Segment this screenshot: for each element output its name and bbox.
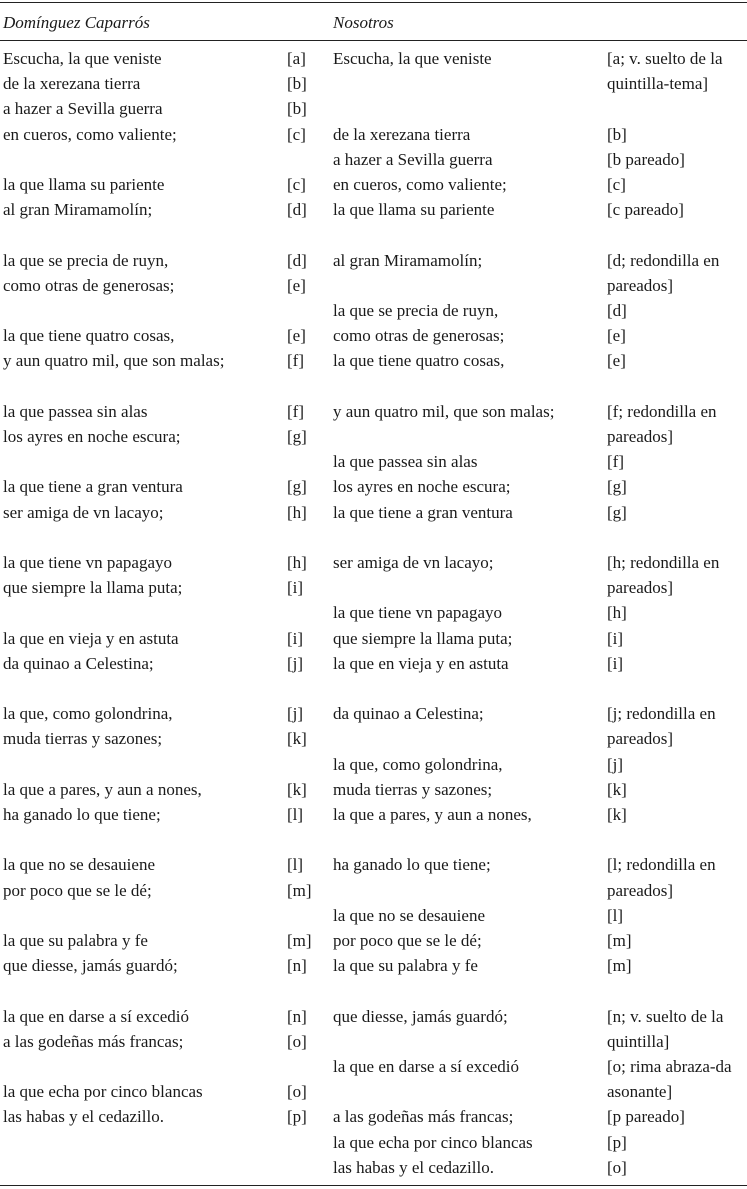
verse-line: muda tierras y sazones;: [3, 729, 163, 749]
verse-line: la que en vieja y en astuta: [3, 628, 179, 648]
verse-line: la que tiene quatro cosas,: [3, 326, 175, 346]
rhyme-tag: [e]: [287, 275, 306, 295]
verse-line: al gran Miramamolín;: [3, 200, 153, 220]
top-rule: [0, 2, 747, 3]
verse-line: a las godeñas más francas;: [3, 1031, 184, 1051]
rhyme-tag: [o]: [287, 1082, 307, 1102]
rhyme-tag: [k]: [607, 805, 627, 824]
verse-line: en cueros, como valiente;: [3, 124, 177, 144]
rhyme-tag: [j; redondilla en pareados]: [607, 704, 716, 749]
verse-line: la que en darse a sí excedió: [3, 1006, 189, 1026]
rhyme-tag: [f]: [287, 351, 304, 371]
verse-line: la que no se desauiene: [333, 905, 485, 925]
verse-line: los ayres en noche escura;: [3, 427, 181, 446]
rhyme-tag: [k]: [607, 779, 627, 799]
verse-line: la que, como golondrina,: [333, 754, 503, 774]
rhyme-tag: [h]: [287, 553, 307, 572]
rhyme-tag: [n]: [287, 1006, 307, 1026]
rhyme-tag: [g]: [607, 477, 627, 497]
rhyme-tag: [f]: [287, 401, 304, 421]
verse-line: la que en vieja y en astuta: [333, 653, 509, 673]
rhyme-tag: [f; redondilla en pareados]: [607, 401, 717, 446]
verse-line: la que llama su pariente: [3, 175, 165, 194]
verse-line: la que passea sin alas: [333, 452, 478, 472]
rhyme-tag: [l]: [607, 905, 624, 925]
verse-line: las habas y el cedazillo.: [3, 1107, 164, 1127]
verse-line: la que echa por cinco blancas: [3, 1082, 203, 1102]
verse-line: que siempre la llama puta;: [3, 578, 183, 598]
rhyme-tag: [c]: [287, 124, 306, 144]
rhyme-tag: [b]: [607, 124, 627, 144]
rhyme-tag: [c]: [287, 175, 306, 194]
verse-line: como otras de generosas;: [3, 275, 175, 295]
rhyme-tag: [p pareado]: [607, 1107, 685, 1127]
rhyme-tag: [f]: [607, 452, 624, 472]
rhyme-tag: [m]: [287, 931, 312, 950]
verse-line: la que passea sin alas: [3, 401, 148, 421]
verse-line: a hazer a Sevilla guerra: [333, 149, 493, 169]
rhyme-tag: [e]: [607, 326, 626, 346]
rhyme-tag: [d]: [607, 301, 627, 320]
verse-line: y aun quatro mil, que son malas;: [3, 351, 225, 371]
rhyme-tag: [l; redondilla en pareados]: [607, 855, 716, 900]
rhyme-tag: [j]: [287, 704, 304, 724]
rhyme-tag: [i]: [607, 653, 624, 673]
verse-line: a las godeñas más francas;: [333, 1107, 514, 1127]
header-rule: [0, 40, 747, 41]
rhyme-tag: [a; v. suelto de la quintilla-tema]: [607, 49, 723, 94]
rhyme-tag: [j]: [607, 754, 624, 774]
rhyme-tag: [i]: [607, 628, 624, 648]
verse-line: las habas y el cedazillo.: [333, 1157, 494, 1177]
rhyme-tag: [i]: [287, 578, 304, 598]
rhyme-tag: [g]: [287, 477, 307, 497]
verse-line: la que llama su pariente: [333, 200, 495, 220]
rhyme-tag: [h]: [607, 603, 627, 623]
verse-line: da quinao a Celestina;: [3, 653, 154, 673]
rhyme-tag: [k]: [287, 729, 307, 749]
rhyme-tag: [j]: [287, 653, 304, 673]
rhyme-tag: [l]: [287, 855, 304, 875]
verse-line: la que su palabra y fe: [333, 956, 478, 976]
verse-line: por poco que se le dé;: [333, 931, 482, 950]
header-right: Nosotros: [333, 13, 394, 32]
rhyme-tag: [o; rima abraza-da asonante]: [607, 1057, 732, 1102]
rhyme-tag: [l]: [287, 805, 304, 824]
verse-line: ser amiga de vn lacayo;: [3, 502, 164, 522]
verse-line: ha ganado lo que tiene;: [333, 855, 491, 875]
verse-line: que diesse, jamás guardó;: [3, 956, 178, 976]
rhyme-tag: [e]: [287, 326, 306, 346]
rhyme-tag: [m]: [607, 956, 632, 976]
verse-line: por poco que se le dé;: [3, 880, 152, 900]
bottom-rule: [0, 1185, 747, 1186]
rhyme-tag: [a]: [287, 49, 306, 68]
verse-line: ha ganado lo que tiene;: [3, 805, 161, 824]
verse-line: muda tierras y sazones;: [333, 779, 493, 799]
rhyme-tag: [b pareado]: [607, 149, 685, 169]
verse-line: ser amiga de vn lacayo;: [333, 553, 494, 572]
rhyme-tag: [b]: [287, 74, 307, 94]
rhyme-tag: [d]: [287, 250, 307, 270]
verse-line: en cueros, como valiente;: [333, 175, 507, 194]
verse-line: a hazer a Sevilla guerra: [3, 99, 163, 119]
verse-line: y aun quatro mil, que son malas;: [333, 401, 555, 421]
rhyme-tag: [c]: [607, 175, 626, 194]
verse-line: la que tiene vn papagayo: [333, 603, 502, 623]
rhyme-tag: [d; redondilla en pareados]: [607, 250, 720, 295]
verse-line: que diesse, jamás guardó;: [333, 1006, 508, 1026]
rhyme-tag: [b]: [287, 99, 307, 119]
rhyme-tag: [o]: [287, 1031, 307, 1051]
verse-line: la que tiene a gran ventura: [3, 477, 183, 497]
rhyme-tag: [g]: [287, 427, 307, 446]
rhyme-tag: [p]: [287, 1107, 307, 1127]
header-left: Domínguez Caparrós: [3, 13, 150, 32]
verse-line: la que no se desauiene: [3, 855, 155, 875]
rhyme-tag: [g]: [607, 502, 627, 522]
rhyme-tag: [c pareado]: [607, 200, 684, 220]
verse-line: da quinao a Celestina;: [333, 704, 484, 724]
verse-line: Escucha, la que veniste: [333, 49, 492, 68]
verse-line: la que se precia de ruyn,: [333, 301, 499, 320]
rhyme-tag: [d]: [287, 200, 307, 220]
verse-line: que siempre la llama puta;: [333, 628, 513, 648]
rhyme-tag: [m]: [607, 931, 632, 950]
rhyme-tag: [i]: [287, 628, 304, 648]
rhyme-tag: [e]: [607, 351, 626, 371]
verse-line: la que a pares, y aun a nones,: [333, 805, 532, 824]
verse-line: la que tiene quatro cosas,: [333, 351, 505, 371]
verse-line: la que tiene a gran ventura: [333, 502, 513, 522]
verse-line: los ayres en noche escura;: [333, 477, 511, 497]
rhyme-tag: [h]: [287, 502, 307, 522]
rhyme-tag: [m]: [287, 880, 312, 900]
verse-line: la que, como golondrina,: [3, 704, 173, 724]
verse-line: la que se precia de ruyn,: [3, 250, 169, 270]
verse-line: la que tiene vn papagayo: [3, 553, 172, 572]
verse-line: la que a pares, y aun a nones,: [3, 779, 202, 799]
rhyme-tag: [o]: [607, 1157, 627, 1177]
verse-line: la que echa por cinco blancas: [333, 1132, 533, 1152]
verse-line: al gran Miramamolín;: [333, 250, 483, 270]
verse-line: la que su palabra y fe: [3, 931, 148, 950]
rhyme-tag: [h; redondilla en pareados]: [607, 553, 720, 598]
rhyme-tag: [p]: [607, 1132, 627, 1152]
verse-line: como otras de generosas;: [333, 326, 505, 346]
verse-line: de la xerezana tierra: [3, 74, 141, 94]
verse-line: de la xerezana tierra: [333, 124, 471, 144]
rhyme-tag: [n; v. suelto de la quintilla]: [607, 1006, 724, 1051]
rhyme-tag: [n]: [287, 956, 307, 976]
rhyme-tag: [k]: [287, 779, 307, 799]
verse-line: Escucha, la que veniste: [3, 49, 162, 68]
verse-line: la que en darse a sí excedió: [333, 1057, 519, 1076]
